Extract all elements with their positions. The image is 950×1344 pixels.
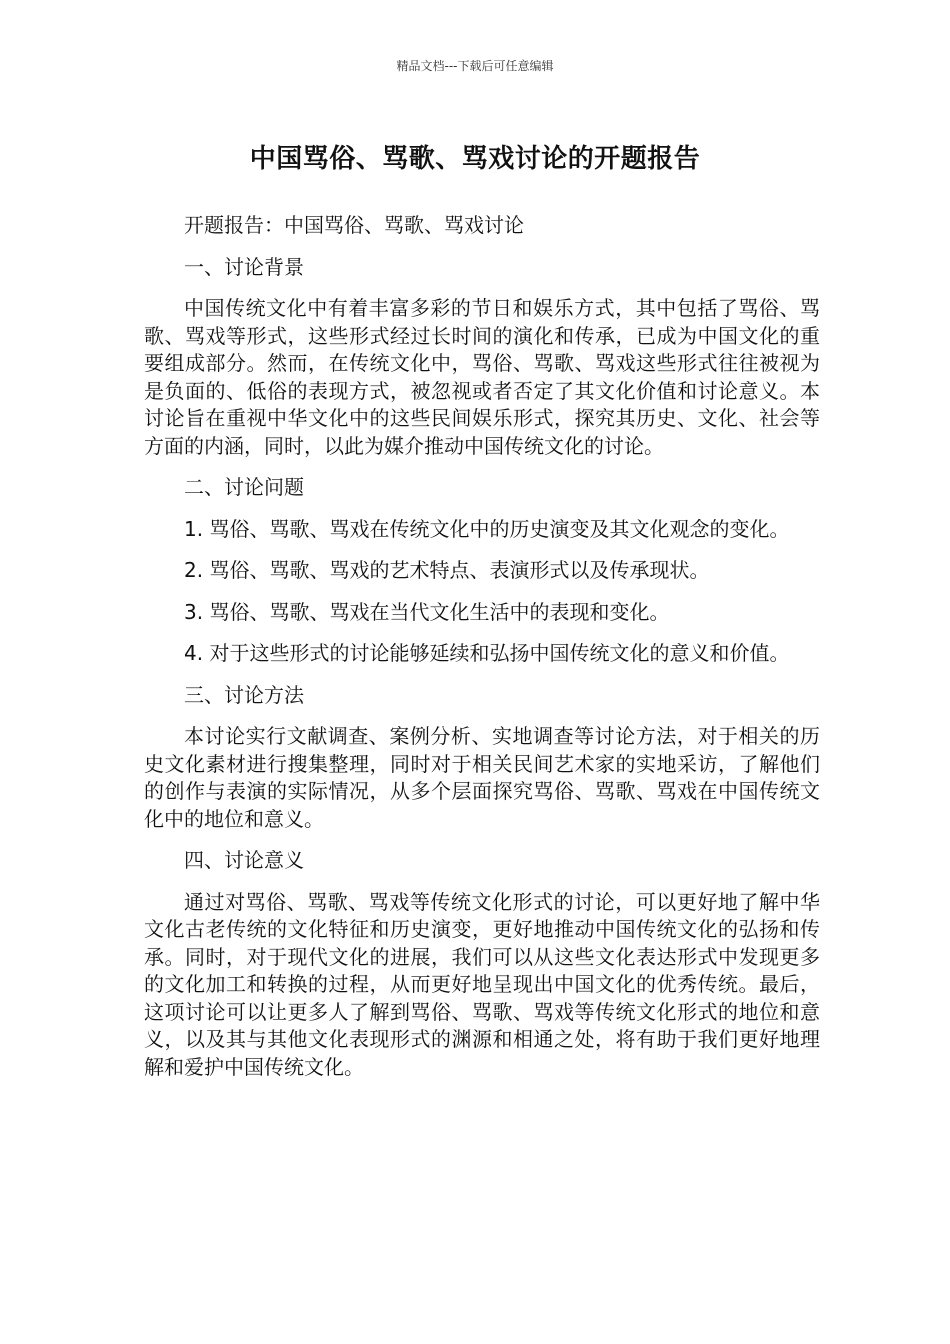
section-heading-significance: 四、讨论意义 xyxy=(184,848,304,872)
header-note: 精品文档---下载后可任意编辑 xyxy=(396,59,554,73)
question-item-1: 1. 骂俗、骂歌、骂戏在传统文化中的历史演变及其文化观念的变化。 xyxy=(184,516,790,541)
question-item-3: 3. 骂俗、骂歌、骂戏在当代文化生活中的表现和变化。 xyxy=(184,599,670,624)
section-heading-background: 一、讨论背景 xyxy=(184,254,304,279)
question-item-2: 2. 骂俗、骂歌、骂戏的艺术特点、表演形式以及传承现状。 xyxy=(184,558,710,582)
methods-paragraph: 本讨论实行文献调查、案例分析、实地调查等讨论方法，对于相关的历史文化素材进行搜集整理，同时对于相关民间艺术家的实地采访，了解他们的创作与表演的实际情况，从多个层面探究骂俗、骂歌、骂戏在中国传统文化中的地位和意义。 xyxy=(144,724,820,831)
significance-paragraph: 通过对骂俗、骂歌、骂戏等传统文化形式的讨论，可以更好地了解中华文化古老传统的文化特征和历史演变，更好地推动中国传统文化的弘扬和传承。同时，对于现代文化的进展，我们可以从这些文化表达形式中发现更多的文化加工和转换的过程，从而更好地呈现出中国文化的优秀传统。最后，这项讨论可以让更多人了解到骂俗、骂歌、骂戏等传统文化形式的地位和意义，以及其与其他文化表现形式的渊源和相通之处，将有助于我们更好地理解和爱护中国传统文化。 xyxy=(144,889,820,1079)
section-heading-questions: 二、讨论问题 xyxy=(184,475,304,499)
background-paragraph: 中国传统文化中有着丰富多彩的节日和娱乐方式，其中包括了骂俗、骂歌、骂戏等形式，这些形式经过长时间的演化和传承，已成为中国文化的重要组成部分。然而，在传统文化中，骂俗、骂歌、骂戏这些形式往往被视为是负面的、低俗的表现方式，被忽视或者否定了其文化价值和讨论意义。本讨论旨在重视中华文化中的这些民间娱乐形式，探究其历史、文化、社会等方面的内涵，同时，以此为媒介推动中国传统文化的讨论。 xyxy=(144,296,820,458)
question-item-4: 4. 对于这些形式的讨论能够延续和弘扬中国传统文化的意义和价值。 xyxy=(184,641,790,665)
report-subtitle: 开题报告：中国骂俗、骂歌、骂戏讨论 xyxy=(184,213,524,237)
document-title: 中国骂俗、骂歌、骂戏讨论的开题报告 xyxy=(249,144,701,174)
section-heading-methods: 三、讨论方法 xyxy=(184,682,304,707)
document-body xyxy=(144,212,820,1095)
